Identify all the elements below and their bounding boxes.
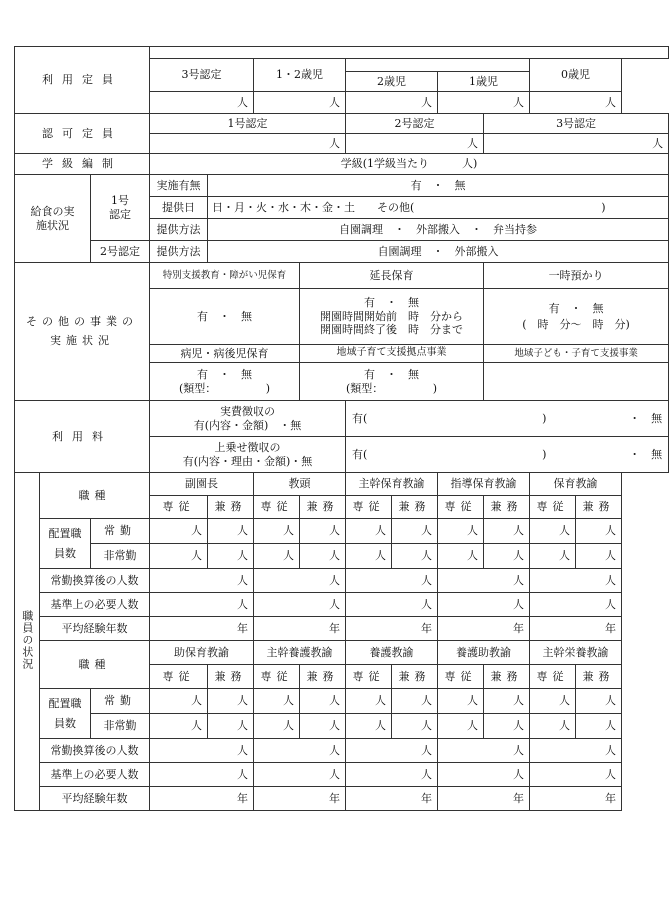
s2-pt: 人 xyxy=(392,714,438,739)
staff2-converted-label: 常勤換算後の人数 xyxy=(40,739,150,763)
s2-conv: 人 xyxy=(150,739,254,763)
role1-3: 指導保育教諭 xyxy=(438,473,530,496)
staff2-job-label: 職種 xyxy=(40,641,150,689)
s1-concurrent: 兼務 xyxy=(300,496,346,519)
fees-extra-cell xyxy=(150,437,346,473)
s1-ft: 人 xyxy=(346,519,392,544)
s1-exp: 年 xyxy=(254,617,346,641)
other-special-label-text: 特別支援教育・障がい児保育 xyxy=(162,269,287,281)
s2-concurrent: 兼務 xyxy=(484,665,530,689)
fees-actual-none: ・ 無 xyxy=(629,411,663,425)
staff2-experience-label: 平均経験年数 xyxy=(40,787,150,811)
s2-ft: 人 xyxy=(254,689,300,714)
meals-cert1-text: 1号認定 xyxy=(109,193,131,221)
capacity-age0-value: 人 xyxy=(530,92,622,114)
s1-concurrent: 兼務 xyxy=(576,496,622,519)
other-hub-value: 有 ・ 無 xyxy=(364,367,419,381)
s1-pt: 人 xyxy=(254,544,300,569)
other-sick-cell xyxy=(150,363,300,401)
s1-req: 人 xyxy=(530,593,622,617)
role1-2: 主幹保育教諭 xyxy=(346,473,438,496)
fees-actual-open: 有( xyxy=(352,411,368,425)
staff1-job-label: 職種 xyxy=(40,473,150,519)
capacity-blank xyxy=(346,59,530,72)
meals-impl-label: 実施有無 xyxy=(150,175,208,197)
s1-pt: 人 xyxy=(438,544,484,569)
s2-pt: 人 xyxy=(576,714,622,739)
fees-extra-close: ) xyxy=(542,447,547,461)
role1-0: 副園長 xyxy=(150,473,254,496)
other-extended-label: 延長保育 xyxy=(300,263,484,289)
staff1-converted-label: 常勤換算後の人数 xyxy=(40,569,150,593)
staff-label-text: 職員の状況 xyxy=(20,609,34,670)
s1-concurrent: 兼務 xyxy=(484,496,530,519)
s1-exp: 年 xyxy=(438,617,530,641)
staff-label xyxy=(15,473,40,811)
other-extended-start: 開園時間開始前 時 分から xyxy=(320,309,463,323)
other-special-label xyxy=(150,263,300,289)
role2-1: 主幹養護教諭 xyxy=(254,641,346,665)
capacity-age1-value: 人 xyxy=(438,92,530,114)
staff1-assign-label xyxy=(40,519,91,569)
other-label-text: その他の事業の実施状況 xyxy=(26,314,138,347)
other-hub-label: 地域子育て支援拠点事業 xyxy=(300,345,484,363)
s1-ft: 人 xyxy=(208,519,254,544)
capacity-top-blank xyxy=(150,47,669,59)
capacity-label: 利用定員 xyxy=(15,47,150,114)
capacity-age12: 1・2歳児 xyxy=(254,59,346,92)
staff1-experience-label: 平均経験年数 xyxy=(40,617,150,641)
role1-4: 保育教諭 xyxy=(530,473,622,496)
s1-pt: 人 xyxy=(150,544,208,569)
other-sick-value: 有 ・ 無 xyxy=(197,367,252,381)
meals-days-label: 提供日 xyxy=(150,197,208,219)
s2-dedicated: 専従 xyxy=(254,665,300,689)
s1-concurrent: 兼務 xyxy=(208,496,254,519)
staff2-assign-label xyxy=(40,689,91,739)
s2-ft: 人 xyxy=(576,689,622,714)
s1-pt: 人 xyxy=(530,544,576,569)
s2-exp: 年 xyxy=(254,787,346,811)
s2-pt: 人 xyxy=(150,714,208,739)
staff1-required-label: 基準上の必要人数 xyxy=(40,593,150,617)
other-hub-type: (類型： ) xyxy=(345,381,438,395)
capacity-age2-value: 人 xyxy=(346,92,438,114)
s1-conv: 人 xyxy=(530,569,622,593)
other-hub-cell xyxy=(300,363,484,401)
s1-conv: 人 xyxy=(438,569,530,593)
s2-exp: 年 xyxy=(438,787,530,811)
s2-pt: 人 xyxy=(346,714,392,739)
other-extended-cell xyxy=(300,289,484,345)
s2-conv: 人 xyxy=(438,739,530,763)
s2-dedicated: 専従 xyxy=(530,665,576,689)
s2-ft: 人 xyxy=(530,689,576,714)
other-community-label: 地域子ども・子育て支援事業 xyxy=(484,345,669,363)
s2-dedicated: 専従 xyxy=(150,665,208,689)
s1-ft: 人 xyxy=(484,519,530,544)
role1-1: 教頭 xyxy=(254,473,346,496)
s1-ft: 人 xyxy=(530,519,576,544)
approved-cert3-value: 人 xyxy=(484,134,669,154)
s1-req: 人 xyxy=(438,593,530,617)
fees-actual-cell xyxy=(150,401,346,437)
s1-pt: 人 xyxy=(208,544,254,569)
role2-3: 養護助教諭 xyxy=(438,641,530,665)
s2-ft: 人 xyxy=(208,689,254,714)
s1-pt: 人 xyxy=(484,544,530,569)
s2-dedicated: 専従 xyxy=(438,665,484,689)
approved-cert3: 3号認定 xyxy=(484,114,669,134)
fees-extra-none: ・ 無 xyxy=(629,447,663,461)
other-label xyxy=(15,263,150,401)
s2-pt: 人 xyxy=(484,714,530,739)
meals-days-value: 日・月・火・水・木・金・土 その他( ) xyxy=(208,197,669,219)
s2-conv: 人 xyxy=(346,739,438,763)
s1-pt: 人 xyxy=(346,544,392,569)
role2-4: 主幹栄養教諭 xyxy=(530,641,622,665)
s2-concurrent: 兼務 xyxy=(576,665,622,689)
staff2-required-label: 基準上の必要人数 xyxy=(40,763,150,787)
s1-ft: 人 xyxy=(150,519,208,544)
other-temp-time: ( 時 分～ 時 分) xyxy=(522,317,630,331)
s2-concurrent: 兼務 xyxy=(300,665,346,689)
staff1-fulltime: 常勤 xyxy=(91,519,150,544)
s2-pt: 人 xyxy=(530,714,576,739)
meals-method2-label: 提供方法 xyxy=(150,241,208,263)
other-sick-type: (類型： ) xyxy=(178,381,271,395)
s2-exp: 年 xyxy=(150,787,254,811)
meals-impl-value: 有 ・ 無 xyxy=(208,175,669,197)
s1-conv: 人 xyxy=(254,569,346,593)
s1-pt: 人 xyxy=(576,544,622,569)
s2-conv: 人 xyxy=(530,739,622,763)
s1-dedicated: 専従 xyxy=(150,496,208,519)
fees-extra-open: 有( xyxy=(352,447,368,461)
other-community-value xyxy=(484,363,669,401)
s1-req: 人 xyxy=(254,593,346,617)
approved-cert1-value: 人 xyxy=(150,134,346,154)
fees-actual-label: 実費徴収の xyxy=(220,404,275,418)
other-temp-cell xyxy=(484,289,669,345)
s1-conv: 人 xyxy=(346,569,438,593)
fees-extra-sub: 有(内容・理由・金額)・無 xyxy=(182,454,313,468)
role2-2: 養護教諭 xyxy=(346,641,438,665)
approved-cert2-value: 人 xyxy=(346,134,484,154)
s1-dedicated: 専従 xyxy=(346,496,392,519)
s2-req: 人 xyxy=(438,763,530,787)
s2-pt: 人 xyxy=(254,714,300,739)
approved-label: 認可定員 xyxy=(15,114,150,154)
staff2-fulltime: 常勤 xyxy=(91,689,150,714)
s2-dedicated: 専従 xyxy=(346,665,392,689)
capacity-age1: 1歳児 xyxy=(438,72,530,92)
approved-cert1: 1号認定 xyxy=(150,114,346,134)
s2-conv: 人 xyxy=(254,739,346,763)
fees-extra-value xyxy=(346,437,669,473)
class-org-value: 学級(1学級当たり 人) xyxy=(150,154,669,175)
s1-req: 人 xyxy=(150,593,254,617)
s2-ft: 人 xyxy=(346,689,392,714)
fees-actual-value xyxy=(346,401,669,437)
meals-method1-value: 自園調理 ・ 外部搬入 ・ 弁当持参 xyxy=(208,219,669,241)
s2-ft: 人 xyxy=(438,689,484,714)
fees-label: 利用料 xyxy=(15,401,150,473)
staff2-parttime: 非常勤 xyxy=(91,714,150,739)
other-special-value: 有 ・ 無 xyxy=(150,289,300,345)
other-temp-value: 有 ・ 無 xyxy=(548,301,604,315)
s2-exp: 年 xyxy=(530,787,622,811)
meals-method1-label: 提供方法 xyxy=(150,219,208,241)
other-extended-value: 有 ・ 無 xyxy=(364,295,419,309)
s1-req: 人 xyxy=(346,593,438,617)
s1-ft: 人 xyxy=(576,519,622,544)
s2-req: 人 xyxy=(150,763,254,787)
s2-concurrent: 兼務 xyxy=(392,665,438,689)
capacity-age2: 2歳児 xyxy=(346,72,438,92)
meals-cert1 xyxy=(91,175,150,241)
other-temp-label: 一時預かり xyxy=(484,263,669,289)
capacity-3go-value: 人 xyxy=(150,92,254,114)
approved-cert2: 2号認定 xyxy=(346,114,484,134)
s1-conv: 人 xyxy=(150,569,254,593)
meals-label xyxy=(15,175,91,263)
s2-ft: 人 xyxy=(484,689,530,714)
s2-exp: 年 xyxy=(346,787,438,811)
s1-ft: 人 xyxy=(300,519,346,544)
fees-actual-close: ) xyxy=(542,411,547,425)
capacity-age12-value: 人 xyxy=(254,92,346,114)
fees-actual-sub: 有(内容・金額) ・無 xyxy=(193,418,302,432)
s1-exp: 年 xyxy=(150,617,254,641)
s1-ft: 人 xyxy=(254,519,300,544)
s2-ft: 人 xyxy=(300,689,346,714)
s2-req: 人 xyxy=(530,763,622,787)
s2-req: 人 xyxy=(346,763,438,787)
s1-exp: 年 xyxy=(530,617,622,641)
s1-dedicated: 専従 xyxy=(254,496,300,519)
staff2-assign-text: 配置職員数 xyxy=(48,696,82,730)
capacity-3go: 3号認定 xyxy=(150,59,254,92)
s2-ft: 人 xyxy=(150,689,208,714)
s2-pt: 人 xyxy=(300,714,346,739)
s1-ft: 人 xyxy=(392,519,438,544)
meals-label-text: 給食の実施状況 xyxy=(30,204,75,232)
staff1-assign-text: 配置職員数 xyxy=(48,526,82,560)
s1-concurrent: 兼務 xyxy=(392,496,438,519)
other-extended-end: 開園時間終了後 時 分まで xyxy=(320,323,463,337)
s2-pt: 人 xyxy=(208,714,254,739)
s2-req: 人 xyxy=(254,763,346,787)
s1-ft: 人 xyxy=(438,519,484,544)
s1-exp: 年 xyxy=(346,617,438,641)
s2-concurrent: 兼務 xyxy=(208,665,254,689)
facility-form xyxy=(14,46,669,811)
s1-pt: 人 xyxy=(392,544,438,569)
s2-ft: 人 xyxy=(392,689,438,714)
s1-dedicated: 専従 xyxy=(530,496,576,519)
staff1-parttime: 非常勤 xyxy=(91,544,150,569)
role2-0: 助保育教諭 xyxy=(150,641,254,665)
other-sick-label: 病児・病後児保育 xyxy=(150,345,300,363)
capacity-age0: 0歳児 xyxy=(530,59,622,92)
fees-extra-label: 上乗せ徴収の xyxy=(214,440,281,454)
s1-pt: 人 xyxy=(300,544,346,569)
class-org-label: 学級編制 xyxy=(15,154,150,175)
s1-dedicated: 専従 xyxy=(438,496,484,519)
meals-cert2: 2号認定 xyxy=(91,241,150,263)
s2-pt: 人 xyxy=(438,714,484,739)
meals-method2-value: 自園調理 ・ 外部搬入 xyxy=(208,241,669,263)
